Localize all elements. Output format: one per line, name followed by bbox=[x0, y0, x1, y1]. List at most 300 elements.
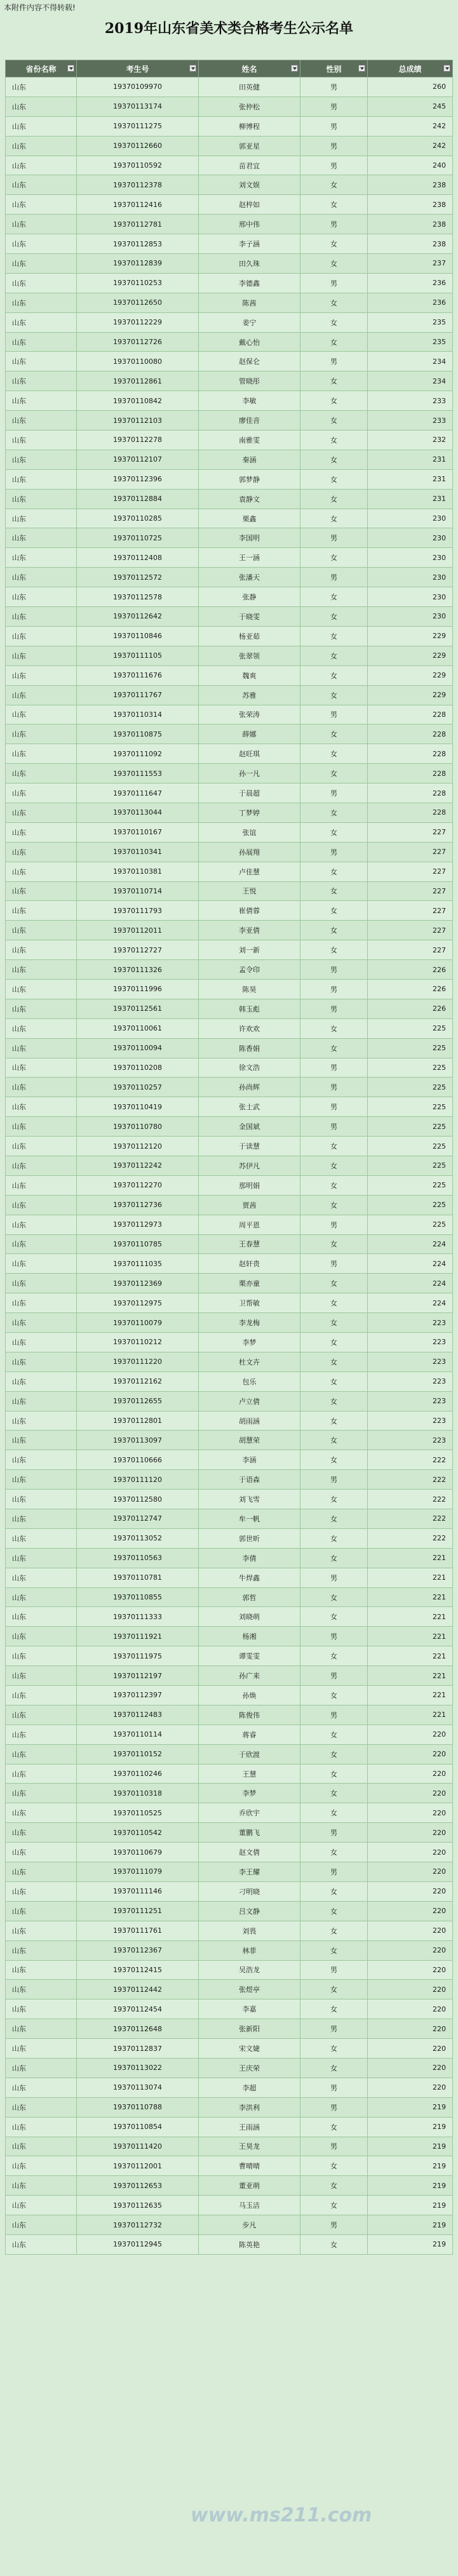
score-cell: 260 bbox=[368, 77, 453, 97]
candidate-id-cell: 19370112454 bbox=[77, 1999, 199, 2019]
table-row bbox=[6, 2234, 453, 2254]
province-cell: 山东 bbox=[6, 1078, 77, 1097]
province-cell: 山东 bbox=[6, 665, 77, 685]
province-cell: 山东 bbox=[6, 1784, 77, 1803]
name-cell: 苏伊凡 bbox=[199, 1156, 300, 1175]
score-cell: 220 bbox=[368, 1744, 453, 1764]
score-cell: 223 bbox=[368, 1411, 453, 1431]
candidate-id-cell: 19370110253 bbox=[77, 273, 199, 293]
province-cell: 山东 bbox=[6, 97, 77, 116]
candidate-id-cell: 19370112732 bbox=[77, 2215, 199, 2235]
candidate-id-cell: 19370112416 bbox=[77, 195, 199, 215]
gender-cell: 女 bbox=[300, 430, 368, 450]
province-cell: 山东 bbox=[6, 1274, 77, 1293]
table-row bbox=[6, 1333, 453, 1352]
column-header-province bbox=[6, 60, 77, 77]
candidate-id-cell: 19370112945 bbox=[77, 2234, 199, 2254]
score-cell: 224 bbox=[368, 1274, 453, 1293]
province-cell: 山东 bbox=[6, 1450, 77, 1470]
score-cell: 229 bbox=[368, 665, 453, 685]
score-cell: 221 bbox=[368, 1587, 453, 1607]
province-cell: 山东 bbox=[6, 77, 77, 97]
name-cell: 王慧 bbox=[199, 1764, 300, 1784]
table-row bbox=[6, 1313, 453, 1333]
province-cell: 山东 bbox=[6, 1548, 77, 1568]
notice-text: 本附件内容不得转载! bbox=[4, 3, 76, 12]
gender-cell: 女 bbox=[300, 803, 368, 822]
candidate-id-cell: 19370110314 bbox=[77, 705, 199, 724]
name-cell: 包乐 bbox=[199, 1371, 300, 1391]
name-cell: 赵轩贵 bbox=[199, 1254, 300, 1274]
gender-cell: 男 bbox=[300, 2137, 368, 2156]
candidate-id-cell: 19370111996 bbox=[77, 979, 199, 999]
score-cell: 221 bbox=[368, 1568, 453, 1587]
gender-cell: 男 bbox=[300, 960, 368, 980]
name-cell: 田久珠 bbox=[199, 254, 300, 274]
gender-cell: 女 bbox=[300, 724, 368, 744]
table-row bbox=[6, 999, 453, 1018]
province-cell: 山东 bbox=[6, 705, 77, 724]
score-cell: 235 bbox=[368, 332, 453, 352]
province-cell: 山东 bbox=[6, 568, 77, 587]
score-cell: 225 bbox=[368, 1137, 453, 1156]
gender-cell: 男 bbox=[300, 156, 368, 175]
score-cell: 229 bbox=[368, 685, 453, 705]
filter-dropdown-icon[interactable] bbox=[358, 65, 365, 72]
candidate-id-cell: 19370110666 bbox=[77, 1450, 199, 1470]
table-row bbox=[6, 1117, 453, 1137]
name-cell: 宋文婕 bbox=[199, 2039, 300, 2059]
gender-cell: 女 bbox=[300, 371, 368, 391]
name-cell: 徐文浩 bbox=[199, 1058, 300, 1078]
gender-cell: 女 bbox=[300, 2176, 368, 2196]
table-row bbox=[6, 1823, 453, 1843]
score-cell: 226 bbox=[368, 979, 453, 999]
table-row bbox=[6, 1548, 453, 1568]
name-cell: 于读慧 bbox=[199, 1137, 300, 1156]
candidate-id-cell: 19370110094 bbox=[77, 1038, 199, 1058]
score-cell: 227 bbox=[368, 881, 453, 901]
gender-cell: 男 bbox=[300, 1823, 368, 1843]
name-cell: 刘一新 bbox=[199, 940, 300, 960]
name-cell: 孟令印 bbox=[199, 960, 300, 980]
province-cell: 山东 bbox=[6, 822, 77, 842]
table-row bbox=[6, 960, 453, 980]
province-cell: 山东 bbox=[6, 352, 77, 371]
province-cell: 山东 bbox=[6, 1470, 77, 1490]
filter-dropdown-icon[interactable] bbox=[189, 65, 196, 72]
score-cell: 226 bbox=[368, 999, 453, 1018]
candidate-id-cell: 19370111975 bbox=[77, 1646, 199, 1666]
name-cell: 李国明 bbox=[199, 528, 300, 548]
name-cell: 贾茜 bbox=[199, 1195, 300, 1215]
score-cell: 220 bbox=[368, 1921, 453, 1940]
name-cell: 林菲 bbox=[199, 1940, 300, 1960]
score-cell: 221 bbox=[368, 1548, 453, 1568]
name-cell: 苗君宜 bbox=[199, 156, 300, 175]
candidate-id-cell: 19370110714 bbox=[77, 881, 199, 901]
gender-cell: 女 bbox=[300, 1313, 368, 1333]
candidate-id-cell: 19370111220 bbox=[77, 1352, 199, 1371]
score-cell: 225 bbox=[368, 1215, 453, 1234]
gender-cell: 女 bbox=[300, 665, 368, 685]
province-cell: 山东 bbox=[6, 1764, 77, 1784]
candidate-id-cell: 19370112861 bbox=[77, 371, 199, 391]
candidate-id-cell: 19370112378 bbox=[77, 175, 199, 195]
candidate-id-cell: 19370110542 bbox=[77, 1823, 199, 1843]
score-cell: 231 bbox=[368, 450, 453, 469]
name-cell: 卢立倩 bbox=[199, 1391, 300, 1411]
name-cell: 乔欣宇 bbox=[199, 1803, 300, 1823]
candidate-id-cell: 19370112367 bbox=[77, 1940, 199, 1960]
name-cell: 李亚倩 bbox=[199, 921, 300, 940]
table-row bbox=[6, 881, 453, 901]
province-cell: 山东 bbox=[6, 1705, 77, 1725]
name-cell: 戴心怡 bbox=[199, 332, 300, 352]
gender-cell: 女 bbox=[300, 1156, 368, 1175]
gender-cell: 女 bbox=[300, 332, 368, 352]
table-row bbox=[6, 1274, 453, 1293]
watermark-text: www.ms211.com bbox=[191, 2504, 372, 2526]
province-cell: 山东 bbox=[6, 1999, 77, 2019]
candidate-id-cell: 19370110725 bbox=[77, 528, 199, 548]
gender-cell: 女 bbox=[300, 1018, 368, 1038]
score-cell: 222 bbox=[368, 1509, 453, 1529]
name-cell: 刁明晓 bbox=[199, 1881, 300, 1901]
name-cell: 张煜亭 bbox=[199, 1980, 300, 1999]
name-cell: 孙广来 bbox=[199, 1666, 300, 1686]
candidate-id-cell: 19370110152 bbox=[77, 1744, 199, 1764]
gender-cell: 男 bbox=[300, 2097, 368, 2117]
table-row bbox=[6, 156, 453, 175]
province-cell: 山东 bbox=[6, 391, 77, 411]
score-cell: 232 bbox=[368, 430, 453, 450]
table-row bbox=[6, 1490, 453, 1509]
candidate-id-cell: 19370110525 bbox=[77, 1803, 199, 1823]
province-cell: 山东 bbox=[6, 2078, 77, 2097]
score-cell: 228 bbox=[368, 724, 453, 744]
table-row bbox=[6, 1058, 453, 1078]
score-cell: 231 bbox=[368, 469, 453, 489]
filter-dropdown-icon[interactable] bbox=[291, 65, 298, 72]
candidate-id-cell: 19370112650 bbox=[77, 293, 199, 312]
candidate-id-cell: 19370112369 bbox=[77, 1274, 199, 1293]
gender-cell: 男 bbox=[300, 842, 368, 862]
score-cell: 220 bbox=[368, 1960, 453, 1980]
name-cell: 董鹏飞 bbox=[199, 1823, 300, 1843]
gender-cell: 男 bbox=[300, 1666, 368, 1686]
score-cell: 220 bbox=[368, 1843, 453, 1862]
province-cell: 山东 bbox=[6, 234, 77, 254]
candidate-id-cell: 19370112408 bbox=[77, 548, 199, 568]
score-cell: 220 bbox=[368, 1881, 453, 1901]
table-row bbox=[6, 862, 453, 881]
province-cell: 山东 bbox=[6, 1156, 77, 1175]
table-row bbox=[6, 1137, 453, 1156]
province-cell: 山东 bbox=[6, 1843, 77, 1862]
score-cell: 225 bbox=[368, 1018, 453, 1038]
name-cell: 刘飞雪 bbox=[199, 1490, 300, 1509]
candidate-id-cell: 19370110079 bbox=[77, 1313, 199, 1333]
gender-cell: 男 bbox=[300, 136, 368, 156]
table-row bbox=[6, 1450, 453, 1470]
candidate-id-cell: 19370112973 bbox=[77, 1215, 199, 1234]
score-cell: 220 bbox=[368, 1901, 453, 1921]
score-cell: 220 bbox=[368, 2078, 453, 2097]
table-row bbox=[6, 136, 453, 156]
table-row bbox=[6, 450, 453, 469]
table-row bbox=[6, 1784, 453, 1803]
candidate-id-cell: 19370110061 bbox=[77, 1018, 199, 1038]
province-cell: 山东 bbox=[6, 979, 77, 999]
score-cell: 230 bbox=[368, 568, 453, 587]
score-cell: 229 bbox=[368, 626, 453, 646]
name-cell: 金国斌 bbox=[199, 1117, 300, 1137]
score-cell: 219 bbox=[368, 2234, 453, 2254]
score-cell: 227 bbox=[368, 940, 453, 960]
candidate-id-cell: 19370111553 bbox=[77, 764, 199, 784]
name-cell: 孙一凡 bbox=[199, 764, 300, 784]
gender-cell: 男 bbox=[300, 352, 368, 371]
gender-cell: 女 bbox=[300, 646, 368, 665]
name-cell: 李梦 bbox=[199, 1784, 300, 1803]
gender-cell: 女 bbox=[300, 1764, 368, 1784]
gender-cell: 女 bbox=[300, 1137, 368, 1156]
name-cell: 吴浩龙 bbox=[199, 1960, 300, 1980]
candidate-id-cell: 19370111793 bbox=[77, 901, 199, 921]
table-row bbox=[6, 469, 453, 489]
gender-cell: 女 bbox=[300, 1038, 368, 1058]
score-cell: 221 bbox=[368, 1705, 453, 1725]
province-cell: 山东 bbox=[6, 1058, 77, 1078]
table-row bbox=[6, 685, 453, 705]
name-cell: 吕文静 bbox=[199, 1901, 300, 1921]
table-row bbox=[6, 665, 453, 685]
candidate-id-cell: 19370110854 bbox=[77, 2117, 199, 2137]
gender-cell: 女 bbox=[300, 1607, 368, 1627]
gender-cell: 女 bbox=[300, 1548, 368, 1568]
name-cell: 张谊 bbox=[199, 822, 300, 842]
candidate-id-cell: 19370110080 bbox=[77, 352, 199, 371]
table-row bbox=[6, 1764, 453, 1784]
table-row bbox=[6, 1528, 453, 1548]
table-row bbox=[6, 116, 453, 136]
score-cell: 223 bbox=[368, 1313, 453, 1333]
province-cell: 山东 bbox=[6, 1568, 77, 1587]
province-cell: 山东 bbox=[6, 2117, 77, 2137]
score-cell: 227 bbox=[368, 862, 453, 881]
score-cell: 223 bbox=[368, 1371, 453, 1391]
name-cell: 马玉洁 bbox=[199, 2196, 300, 2215]
candidate-id-cell: 19370112270 bbox=[77, 1175, 199, 1195]
table-row bbox=[6, 77, 453, 97]
table-row bbox=[6, 2058, 453, 2078]
province-cell: 山东 bbox=[6, 1411, 77, 1431]
name-cell: 杜文卉 bbox=[199, 1352, 300, 1371]
candidate-id-cell: 19370112278 bbox=[77, 430, 199, 450]
name-cell: 张静 bbox=[199, 587, 300, 607]
candidate-id-cell: 19370112572 bbox=[77, 568, 199, 587]
name-cell: 于晓雯 bbox=[199, 607, 300, 627]
candidate-id-cell: 19370112415 bbox=[77, 1960, 199, 1980]
candidate-id-cell: 19370112736 bbox=[77, 1195, 199, 1215]
score-cell: 225 bbox=[368, 1156, 453, 1175]
province-cell: 山东 bbox=[6, 175, 77, 195]
candidate-id-cell: 19370112781 bbox=[77, 215, 199, 234]
column-header-label: 总成绩 bbox=[398, 64, 422, 74]
table-row bbox=[6, 391, 453, 411]
candidate-id-cell: 19370111326 bbox=[77, 960, 199, 980]
name-cell: 张新阳 bbox=[199, 2019, 300, 2039]
table-row bbox=[6, 352, 453, 371]
gender-cell: 女 bbox=[300, 1274, 368, 1293]
table-row bbox=[6, 1431, 453, 1450]
name-cell: 陈香娟 bbox=[199, 1038, 300, 1058]
score-cell: 223 bbox=[368, 1333, 453, 1352]
candidate-id-cell: 19370110285 bbox=[77, 509, 199, 528]
gender-cell: 女 bbox=[300, 1175, 368, 1195]
score-cell: 235 bbox=[368, 312, 453, 332]
province-cell: 山东 bbox=[6, 1509, 77, 1529]
header-row bbox=[6, 60, 453, 77]
gender-cell: 女 bbox=[300, 2234, 368, 2254]
name-cell: 张仲松 bbox=[199, 97, 300, 116]
table-row bbox=[6, 626, 453, 646]
candidate-id-cell: 19370112397 bbox=[77, 1686, 199, 1705]
candidate-id-cell: 19370110381 bbox=[77, 862, 199, 881]
score-cell: 225 bbox=[368, 1097, 453, 1117]
score-cell: 225 bbox=[368, 1117, 453, 1137]
filter-dropdown-icon[interactable] bbox=[67, 65, 74, 72]
score-cell: 220 bbox=[368, 2019, 453, 2039]
name-cell: 郭亚星 bbox=[199, 136, 300, 156]
gender-cell: 女 bbox=[300, 469, 368, 489]
candidate-id-cell: 19370110875 bbox=[77, 724, 199, 744]
score-cell: 238 bbox=[368, 195, 453, 215]
table-row bbox=[6, 1038, 453, 1058]
gender-cell: 女 bbox=[300, 489, 368, 509]
province-cell: 山东 bbox=[6, 1018, 77, 1038]
name-cell: 步凡 bbox=[199, 2215, 300, 2235]
province-cell: 山东 bbox=[6, 1940, 77, 1960]
table-row bbox=[6, 1646, 453, 1666]
province-cell: 山东 bbox=[6, 195, 77, 215]
gender-cell: 女 bbox=[300, 940, 368, 960]
score-cell: 222 bbox=[368, 1490, 453, 1509]
score-cell: 220 bbox=[368, 1764, 453, 1784]
candidate-id-cell: 19370111079 bbox=[77, 1862, 199, 1882]
gender-cell: 女 bbox=[300, 1901, 368, 1921]
candidate-id-cell: 19370110318 bbox=[77, 1784, 199, 1803]
province-cell: 山东 bbox=[6, 1803, 77, 1823]
candidate-id-cell: 19370110563 bbox=[77, 1548, 199, 1568]
name-cell: 于欣渡 bbox=[199, 1744, 300, 1764]
name-cell: 刘畏 bbox=[199, 1921, 300, 1940]
name-cell: 王雨涵 bbox=[199, 2117, 300, 2137]
table-row bbox=[6, 2019, 453, 2039]
name-cell: 曹晴晴 bbox=[199, 2156, 300, 2176]
province-cell: 山东 bbox=[6, 548, 77, 568]
score-cell: 227 bbox=[368, 921, 453, 940]
gender-cell: 男 bbox=[300, 1117, 368, 1137]
name-cell: 柳博程 bbox=[199, 116, 300, 136]
gender-cell: 男 bbox=[300, 2215, 368, 2235]
score-cell: 229 bbox=[368, 646, 453, 665]
name-cell: 韩玉彪 bbox=[199, 999, 300, 1018]
table-row bbox=[6, 234, 453, 254]
filter-dropdown-icon[interactable] bbox=[443, 65, 450, 72]
gender-cell: 男 bbox=[300, 1254, 368, 1274]
table-row bbox=[6, 1803, 453, 1823]
table-row bbox=[6, 1470, 453, 1490]
score-cell: 240 bbox=[368, 156, 453, 175]
province-cell: 山东 bbox=[6, 1725, 77, 1744]
candidate-id-cell: 19370111761 bbox=[77, 1921, 199, 1940]
score-cell: 224 bbox=[368, 1254, 453, 1274]
table-row bbox=[6, 312, 453, 332]
province-cell: 山东 bbox=[6, 1490, 77, 1509]
name-cell: 郭梦静 bbox=[199, 469, 300, 489]
candidate-id-cell: 19370112884 bbox=[77, 489, 199, 509]
gender-cell: 男 bbox=[300, 1960, 368, 1980]
name-cell: 周平恩 bbox=[199, 1215, 300, 1234]
score-cell: 219 bbox=[368, 2117, 453, 2137]
candidate-id-cell: 19370111092 bbox=[77, 744, 199, 764]
province-cell: 山东 bbox=[6, 1881, 77, 1901]
gender-cell: 女 bbox=[300, 822, 368, 842]
name-cell: 李敏 bbox=[199, 391, 300, 411]
table-row bbox=[6, 1686, 453, 1705]
results-table bbox=[5, 60, 453, 2255]
gender-cell: 女 bbox=[300, 1686, 368, 1705]
province-cell: 山东 bbox=[6, 2176, 77, 2196]
name-cell: 张荣涛 bbox=[199, 705, 300, 724]
name-cell: 李梦 bbox=[199, 1333, 300, 1352]
score-cell: 242 bbox=[368, 136, 453, 156]
gender-cell: 女 bbox=[300, 881, 368, 901]
score-cell: 220 bbox=[368, 1823, 453, 1843]
name-cell: 董亚萌 bbox=[199, 2176, 300, 2196]
province-cell: 山东 bbox=[6, 273, 77, 293]
score-cell: 223 bbox=[368, 1391, 453, 1411]
candidate-id-cell: 19370112197 bbox=[77, 1666, 199, 1686]
table-row bbox=[6, 2196, 453, 2215]
province-cell: 山东 bbox=[6, 469, 77, 489]
province-cell: 山东 bbox=[6, 1823, 77, 1843]
table-row bbox=[6, 2215, 453, 2235]
candidate-id-cell: 19370112653 bbox=[77, 2176, 199, 2196]
name-cell: 姜宁 bbox=[199, 312, 300, 332]
candidate-id-cell: 19370112853 bbox=[77, 234, 199, 254]
gender-cell: 女 bbox=[300, 175, 368, 195]
score-cell: 220 bbox=[368, 1784, 453, 1803]
score-cell: 238 bbox=[368, 215, 453, 234]
table-row bbox=[6, 371, 453, 391]
table-row bbox=[6, 2039, 453, 2059]
candidate-id-cell: 19370110167 bbox=[77, 822, 199, 842]
name-cell: 丁梦婷 bbox=[199, 803, 300, 822]
gender-cell: 女 bbox=[300, 744, 368, 764]
province-cell: 山东 bbox=[6, 1607, 77, 1627]
province-cell: 山东 bbox=[6, 1744, 77, 1764]
table-row bbox=[6, 2117, 453, 2137]
name-cell: 牟一帆 bbox=[199, 1509, 300, 1529]
score-cell: 245 bbox=[368, 97, 453, 116]
score-cell: 221 bbox=[368, 1627, 453, 1646]
name-cell: 苏雅 bbox=[199, 685, 300, 705]
province-cell: 山东 bbox=[6, 1293, 77, 1313]
name-cell: 谭雯雯 bbox=[199, 1646, 300, 1666]
